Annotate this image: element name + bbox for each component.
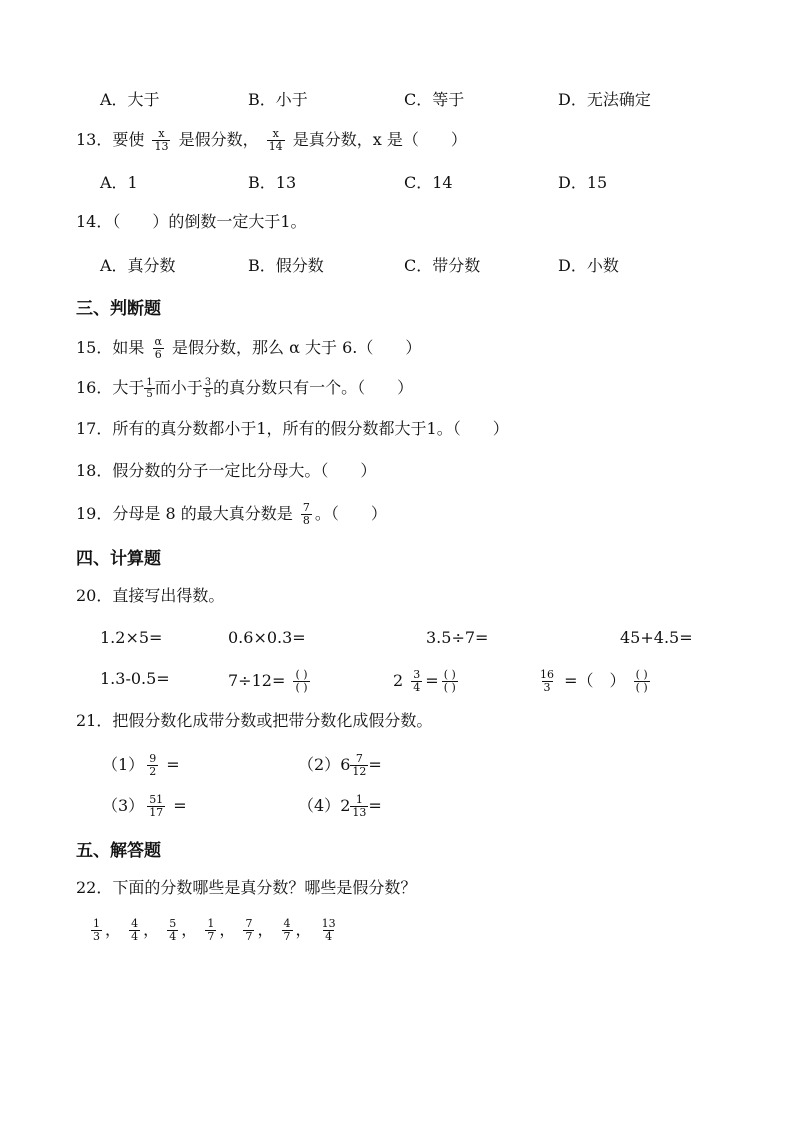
denominator: 4 [325, 930, 333, 943]
denominator: 7 [207, 930, 215, 943]
calc-item: 1.2×5= [100, 628, 163, 647]
q12-option-d: D．无法确定 [558, 90, 651, 109]
denominator: 8 [302, 514, 310, 527]
denominator: 12 [352, 765, 367, 778]
denominator: ( ) [443, 681, 456, 694]
question-number: 13． [76, 130, 113, 149]
question-text: 是假分数，那么 α 大于 6.（ ） [172, 338, 422, 357]
numerator: 5 [169, 917, 177, 930]
denominator: 5 [204, 389, 212, 400]
question-20-title: 20．直接写出得数。 [76, 586, 225, 605]
section-heading-answers: 五、解答题 [76, 841, 161, 861]
denominator: 13 [154, 140, 169, 153]
denominator: 4 [413, 681, 421, 694]
conversion-item-1 [102, 753, 180, 778]
numerator: 51 [149, 793, 164, 806]
fraction [267, 128, 285, 153]
conversion-item-4 [298, 794, 382, 819]
fraction [152, 336, 163, 361]
numerator: x [272, 127, 279, 140]
fraction [147, 794, 165, 819]
denominator: ( ) [635, 681, 648, 694]
item-label: （4） [298, 796, 341, 815]
numerator: 3 [413, 668, 421, 681]
fraction [167, 918, 178, 943]
conversion-item-2 [298, 753, 382, 778]
answer-fraction-blank [634, 669, 650, 694]
numerator: 3 [204, 377, 212, 388]
equals-blank: =（ ） [564, 671, 626, 690]
denominator: 5 [146, 389, 153, 400]
q14-option-c: C．带分数 [404, 256, 481, 275]
denominator: 14 [268, 140, 283, 153]
denominator: 3 [93, 930, 100, 943]
fraction [129, 918, 140, 943]
section-heading-calculation: 四、计算题 [76, 549, 161, 569]
fraction [350, 794, 368, 819]
numerator: α [154, 335, 162, 348]
separator: ， [257, 920, 274, 939]
question-number: 15． [76, 338, 113, 357]
q13-option-a: A．1 [100, 173, 138, 192]
q12-option-c: C．等于 [404, 90, 465, 109]
item-label: （1） [102, 755, 145, 774]
denominator: ( ) [295, 681, 308, 694]
question-number: 16． [76, 378, 113, 397]
fraction [411, 669, 422, 694]
q12-option-b: B．小于 [248, 90, 308, 109]
separator: ， [295, 920, 312, 939]
calc-item [393, 669, 461, 694]
numerator: 9 [149, 752, 157, 765]
question-16 [76, 377, 413, 400]
question-18: 18．假分数的分子一定比分母大。（ ） [76, 461, 377, 480]
question-22-title: 22．下面的分数哪些是真分数？哪些是假分数？ [76, 878, 417, 897]
question-text: 分母是 8 的最大真分数是 [112, 504, 293, 523]
question-text: 是假分数， [178, 130, 259, 149]
denominator: 7 [245, 930, 253, 943]
denominator: 6 [154, 348, 162, 361]
separator: ， [219, 920, 236, 939]
answer-fraction-blank [293, 669, 309, 694]
calc-item: 45+4.5= [620, 628, 693, 647]
calc-expression: 7÷12= [228, 671, 286, 690]
question-text: 是真分数，x 是（ ） [292, 130, 467, 149]
numerator: 16 [540, 668, 554, 681]
calc-item: 1.3-0.5= [100, 669, 170, 688]
fraction [203, 377, 213, 400]
answer-fraction-blank [442, 669, 458, 694]
calc-item: 3.5÷7= [426, 628, 489, 647]
denominator: 2 [149, 765, 157, 778]
q14-option-b: B．假分数 [248, 256, 324, 275]
question-13 [76, 128, 467, 153]
fraction [243, 918, 254, 943]
numerator: 7 [302, 501, 310, 514]
question-text: 的真分数只有一个。（ ） [213, 378, 414, 397]
question-text: 大于 [112, 378, 145, 397]
whole-number: 2 [393, 671, 404, 690]
item-label: （3） [102, 796, 145, 815]
whole-number: 2 [340, 796, 351, 815]
numerator: 1 [207, 917, 215, 930]
q13-option-c: C．14 [404, 173, 453, 192]
whole-number: 6 [340, 755, 351, 774]
q14-option-d: D．小数 [558, 256, 619, 275]
numerator: 1 [93, 917, 100, 930]
numerator: ( ) [443, 668, 456, 681]
denominator: 4 [131, 930, 139, 943]
fraction [144, 377, 154, 400]
numerator: ( ) [295, 668, 308, 681]
denominator: 4 [169, 930, 177, 943]
q13-option-d: D．15 [558, 173, 608, 192]
denominator: 17 [149, 806, 164, 819]
denominator: 7 [283, 930, 291, 943]
equals-sign: = [173, 796, 187, 815]
question-14: 14．（ ）的倒数一定大于1。 [76, 212, 307, 231]
section-heading-judgement: 三、判断题 [76, 299, 161, 319]
numerator: 7 [355, 752, 363, 765]
numerator: x [158, 127, 165, 140]
fraction-list [88, 918, 341, 943]
question-15 [76, 336, 421, 361]
question-number: 19． [76, 504, 113, 523]
question-text: 。（ ） [314, 504, 387, 523]
fraction [301, 502, 312, 527]
separator: ， [143, 920, 160, 939]
calc-item [228, 669, 313, 694]
numerator: 4 [283, 917, 291, 930]
fraction [538, 669, 556, 694]
separator: ， [105, 920, 122, 939]
question-text: 要使 [112, 130, 145, 149]
fraction [205, 918, 216, 943]
separator: ， [181, 920, 198, 939]
denominator: 3 [543, 681, 551, 694]
denominator: 13 [352, 806, 367, 819]
numerator: ( ) [635, 668, 648, 681]
equals-sign: = [425, 671, 439, 690]
question-17: 17．所有的真分数都小于1，所有的假分数都大于1。（ ） [76, 419, 509, 438]
equals-sign: = [166, 755, 180, 774]
question-21-title: 21．把假分数化成带分数或把带分数化成假分数。 [76, 711, 433, 730]
question-text: 如果 [112, 338, 145, 357]
q13-option-b: B．13 [248, 173, 297, 192]
fraction [350, 753, 368, 778]
q14-option-a: A．真分数 [100, 256, 176, 275]
q12-option-a: A．大于 [100, 90, 160, 109]
numerator: 4 [131, 917, 139, 930]
fraction [152, 128, 170, 153]
equals-sign: = [368, 796, 382, 815]
fraction [282, 918, 293, 943]
fraction [91, 918, 102, 943]
question-text: 而小于 [154, 378, 203, 397]
fraction [147, 753, 158, 778]
question-19 [76, 502, 387, 527]
conversion-item-3 [102, 794, 187, 819]
fraction [320, 918, 338, 943]
calc-item [535, 669, 653, 694]
numerator: 13 [321, 917, 336, 930]
equals-sign: = [368, 755, 382, 774]
numerator: 1 [146, 377, 153, 388]
calc-item: 0.6×0.3= [228, 628, 306, 647]
numerator: 7 [245, 917, 253, 930]
numerator: 1 [355, 793, 363, 806]
item-label: （2） [298, 755, 341, 774]
